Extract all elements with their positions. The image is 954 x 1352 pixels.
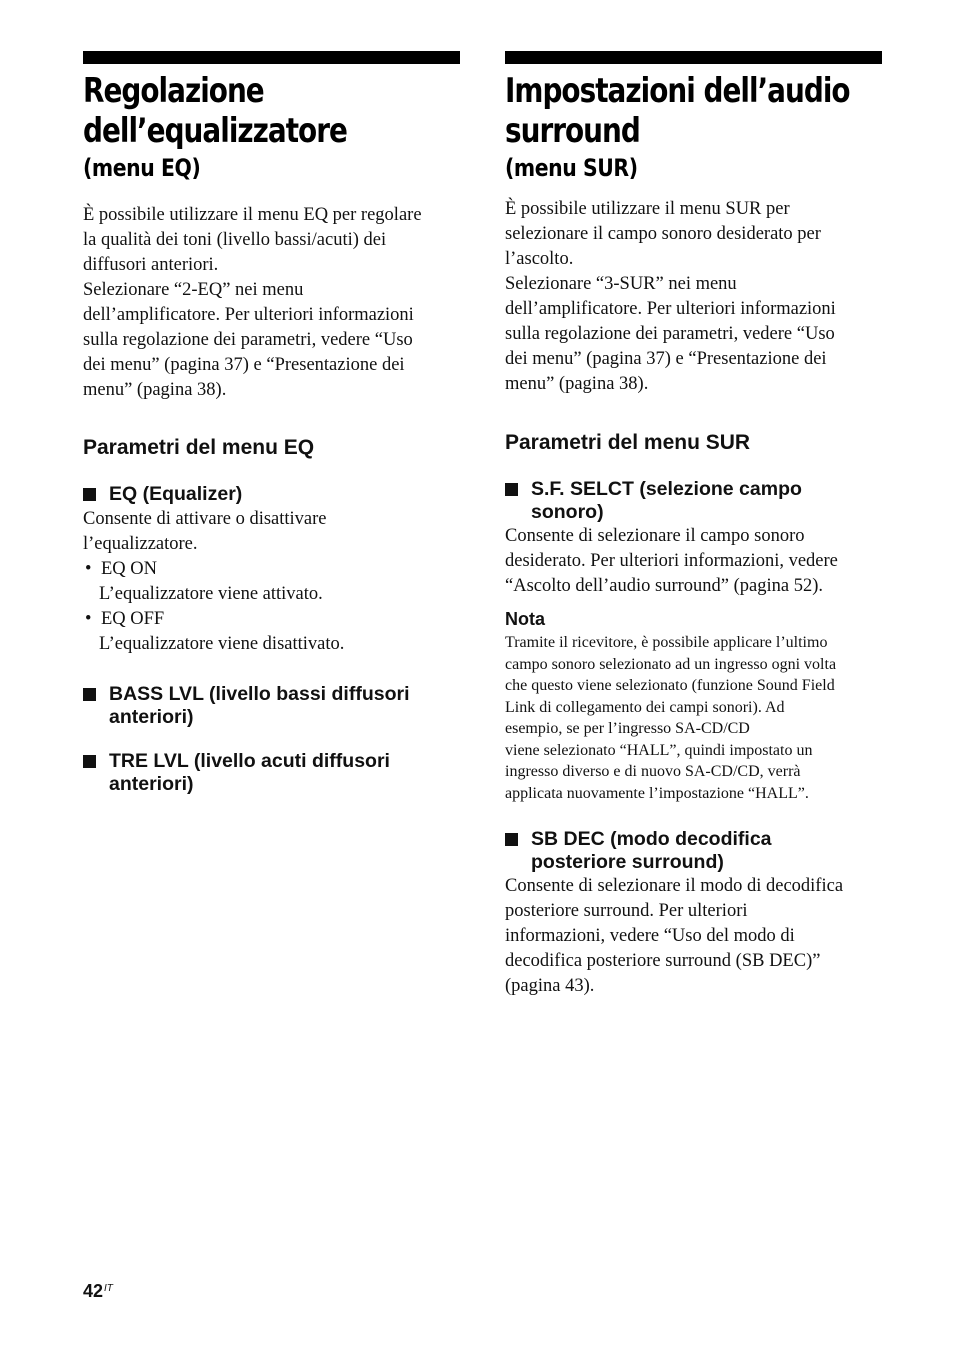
desc-line: informazioni, vedere “Uso del modo di (505, 926, 795, 946)
intro-line: dei menu” (pagina 37) e “Presentazione dei (505, 349, 827, 369)
nota-heading: Nota (505, 609, 545, 629)
sf-selct-body (505, 524, 882, 599)
tre-lvl-heading: TRE LVL (livello acuti diffusori anteriori) (83, 750, 460, 796)
intro-line: la qualità dei toni (livello bassi/acuti) dei (83, 230, 387, 250)
intro-line: dell’amplificatore. Per ulteriori informazioni (505, 299, 836, 319)
intro-line: diffusori anteriori. (83, 255, 219, 275)
left-title-line-2: dell’equalizzatore (83, 111, 347, 151)
nota-line: esempio, se per l’ingresso SA-CD/CD (505, 720, 750, 737)
right-column (505, 51, 882, 999)
intro-line: menu” (pagina 38). (83, 380, 227, 400)
nota-line: viene selezionato “HALL”, quindi impostato un (505, 741, 813, 759)
desc-line: desiderato. Per ulteriori informazioni, vedere (505, 551, 838, 571)
left-section-heading: Parametri del menu EQ (83, 436, 315, 459)
intro-line: menu” (pagina 38). (505, 374, 649, 394)
desc-line: Consente di selezionare il campo sonoro (505, 526, 805, 546)
sb-dec-body (505, 874, 882, 999)
intro-line: dei menu” (pagina 37) e “Presentazione dei (83, 355, 405, 375)
right-title (505, 71, 882, 151)
square-bullet-icon (83, 483, 109, 507)
intro-line: dell’amplificatore. Per ulteriori informazioni (83, 305, 414, 325)
right-title-line-1: Impostazioni dell’audio (505, 71, 850, 111)
left-title-line-1: Regolazione (83, 71, 264, 111)
sb-dec-heading: SB DEC (modo decodifica posteriore surround) (505, 828, 882, 874)
bullet-desc: L’equalizzatore viene attivato. (99, 584, 323, 604)
nota-line: ingresso diverso e di nuovo SA-CD/CD, verrà (505, 763, 801, 780)
left-subtitle: (menu EQ) (83, 154, 201, 182)
nota-body (505, 632, 882, 804)
square-bullet-icon (83, 750, 109, 796)
right-title-line-2: surround (505, 111, 640, 151)
nota-line: Link di collegamento dei campi sonori). Ad (505, 698, 785, 716)
desc-line: posteriore surround. Per ulteriori (505, 901, 748, 921)
eq-equalizer-heading: EQ (Equalizer) (83, 483, 460, 507)
intro-line: È possibile utilizzare il menu EQ per regolare (83, 205, 422, 225)
bullet-dot-icon: • (85, 559, 92, 579)
intro-line: Selezionare “2-EQ” nei menu (83, 280, 304, 300)
square-bullet-icon (505, 478, 531, 524)
desc-line: Consente di selezionare il modo di decodifica (505, 876, 844, 896)
square-bullet-icon (83, 683, 109, 729)
intro-line: sulla regolazione dei parametri, vedere “Uso (83, 330, 413, 350)
desc-line: l’equalizzatore. (83, 534, 198, 554)
left-column (83, 51, 460, 796)
nota-line: che questo viene selezionato (funzione Sound Field (505, 677, 835, 694)
right-subtitle: (menu SUR) (505, 154, 638, 182)
intro-line: È possibile utilizzare il menu SUR per (505, 199, 790, 219)
intro-line: l’ascolto. (505, 249, 574, 269)
right-intro (505, 197, 882, 397)
intro-line: Selezionare “3-SUR” nei menu (505, 274, 737, 294)
bullet-dot-icon: • (85, 609, 92, 629)
section-rule (505, 51, 882, 64)
page-number: $42^{IT}$ (83, 1281, 113, 1301)
sf-selct-heading: S.F. SELCT (selezione campo sonoro) (505, 478, 882, 524)
intro-line: sulla regolazione dei parametri, vedere “Uso (505, 324, 835, 344)
bullet-eq-off: • EQ OFF (83, 607, 460, 632)
section-rule (83, 51, 460, 64)
page-language-suffix: IT (104, 1283, 113, 1294)
desc-line: “Ascolto dell’audio surround” (pagina 52). (505, 576, 824, 596)
bullet-eq-on: • EQ ON (83, 557, 460, 582)
nota-line: Tramite il ricevitore, è possibile applicare l’ultimo (505, 634, 828, 651)
nota-line: applicata nuovamente l’impostazione “HALL”. (505, 784, 809, 802)
bullet-desc: L’equalizzatore viene disattivato. (99, 634, 345, 654)
desc-line: decodifica posteriore surround (SB DEC)” (505, 951, 821, 971)
desc-line: (pagina 43). (505, 976, 595, 996)
desc-line: Consente di attivare o disattivare (83, 509, 327, 529)
right-section-heading: Parametri del menu SUR (505, 431, 751, 454)
intro-line: selezionare il campo sonoro desiderato per (505, 224, 821, 244)
square-bullet-icon (505, 828, 531, 874)
nota-line: campo sonoro selezionato ad un ingresso ogni volta (505, 655, 837, 673)
bass-lvl-heading: BASS LVL (livello bassi diffusori anteriori) (83, 683, 460, 729)
eq-equalizer-body (83, 507, 460, 657)
left-intro (83, 203, 460, 403)
left-title (83, 71, 460, 151)
